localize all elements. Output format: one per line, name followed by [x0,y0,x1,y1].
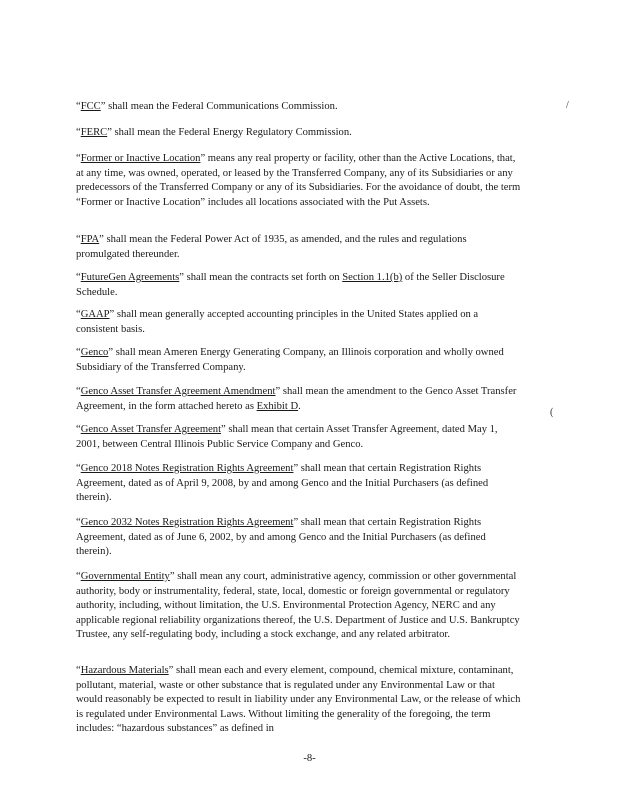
defined-term: Genco 2018 Notes Registration Rights Agreement [80,463,294,474]
definition-text: ” shall mean generally accepted accounting principles in the United States applied on a consistent basis. [76,309,479,335]
open-quote: “ [76,517,81,528]
open-quote: “ [76,234,81,245]
definition-text: ” shall mean that certain Registration Rights Agreement, dated as of April 9, 2008, by and among Genco and the Initial Purchasers (as defined therein). [76,463,489,504]
defined-term: FERC [80,127,108,138]
definition-text: ” shall mean any court, administrative agency, commission or other governmental authority, body or instrumentality, federal, state, local, domestic or foreign governmental or regulatory authority, including, without limitation, the U.S. Environmental Protection Agency, NERC and any applicable regional reliability organizations thereof, the U.S. Department of Justice and U.S. Bankruptcy Trustee, any self-regulating body, including a stock exchange, and any related arbitrator. [76,571,520,641]
defined-term: Genco Asset Transfer Agreement Amendment [80,386,276,397]
definition-text: ” shall mean Ameren Energy Generating Company, an Illinois corporation and wholly owned Subsidiary of the Transferred Company. [76,347,504,373]
defined-term: Genco Asset Transfer Agreement [80,424,222,435]
open-quote: “ [76,101,81,112]
definition-genco-asset-transfer-agreement [76,423,522,452]
open-quote: “ [76,463,81,474]
definition-text: ” means any real property or facility, other than the Active Locations, that, at any time, was owned, operated, or leased by the Transferred Company, any of its Subsidiaries or any predecessors of the Transferred Company or any of its Subsidiaries. For the avoidance of doubt, the term “Former or Inactive Location” includes all locations associated with the Put Assets. [76,153,521,208]
definition-governmental-entity [76,570,522,643]
defined-term: Genco [80,347,109,358]
defined-term: Governmental Entity [80,571,170,582]
defined-term: Hazardous Materials [80,665,169,676]
definition-genco-2032-notes [76,516,522,560]
definition-text-after: of the Seller Disclosure Schedule. [76,272,505,298]
open-quote: “ [76,571,81,582]
defined-term: Former or Inactive Location [80,153,201,164]
margin-mark: ( [550,407,554,418]
definition-ferc [76,126,522,141]
page-number: -8- [303,753,316,764]
defined-term: FCC [80,101,101,112]
open-quote: “ [76,665,81,676]
margin-mark: / [566,100,569,111]
definition-gaap [76,308,522,337]
definition-genco-asset-transfer-amendment [76,385,522,414]
defined-term: FutureGen Agreements [80,272,180,283]
open-quote: “ [76,424,81,435]
definition-genco-2018-notes [76,462,522,506]
definition-text: ” shall mean that certain Registration Rights Agreement, dated as of June 6, 2002, by and among Genco and the Initial Purchasers (as defined therein). [76,517,486,558]
open-quote: “ [76,386,81,397]
definition-futuregen-agreements [76,271,522,300]
open-quote: “ [76,153,81,164]
definition-text-after: . [298,400,301,412]
definition-text: ” shall mean the Federal Communications Commission. [100,101,338,112]
defined-term: Genco 2032 Notes Registration Rights Agreement [80,517,294,528]
open-quote: “ [76,127,81,138]
definition-fcc [76,100,522,115]
definition-genco [76,346,522,375]
definition-fpa [76,233,522,262]
open-quote: “ [76,347,81,358]
exhibit-reference: Exhibit D [256,400,299,412]
definition-text: ” shall mean the contracts set forth on [179,272,343,283]
definition-text: ” shall mean each and every element, compound, chemical mixture, contaminant, pollutant, material, waste or other substance that is regulated under any Environmental Law or that would reasonably be expected to result in liability under any Environmental Law, or the release of which is regulated under Environmental Laws. Without limiting the generality of the foregoing, the term includes: “hazardous substances” as defined in [76,665,521,735]
section-reference: Section 1.1(b) [342,272,403,283]
defined-term: GAAP [80,309,110,320]
definition-text: ” shall mean the Federal Energy Regulatory Commission. [107,127,352,138]
definition-text: ” shall mean that certain Asset Transfer Agreement, dated May 1, 2001, between Central Illinois Public Service Company and Genco. [76,424,498,450]
open-quote: “ [76,309,81,320]
definition-former-inactive-location [76,152,522,210]
definition-hazardous-materials [76,664,522,737]
definition-text: ” shall mean the amendment to the Genco Asset Transfer Agreement, in the form attached hereto as [76,386,517,412]
defined-term: FPA [80,234,100,245]
open-quote: “ [76,272,81,283]
definition-text: ” shall mean the Federal Power Act of 1935, as amended, and the rules and regulations promulgated thereunder. [76,234,467,260]
